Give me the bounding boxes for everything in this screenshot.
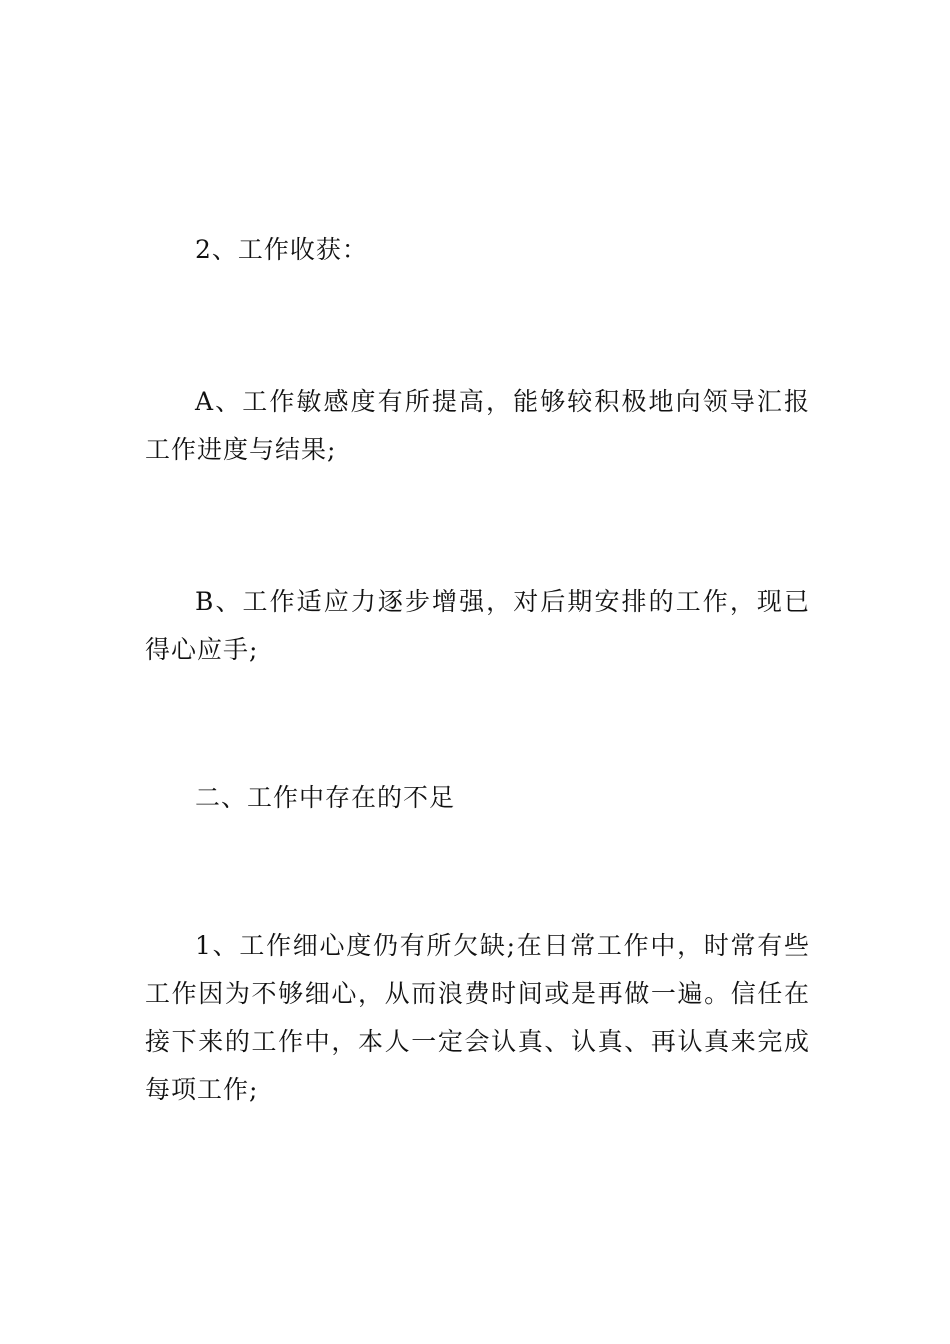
paragraph-item-1: 1、工作细心度仍有所欠缺;在日常工作中，时常有些工作因为不够细心，从而浪费时间或是再做一遍。信任在接下来的工作中，本人一定会认真、认真、再认真来完成每项工作; — [145, 931, 810, 1104]
section-heading-shortcomings: 二、工作中存在的不足 — [195, 783, 456, 812]
section-heading-work-gains: 2、工作收获： — [195, 235, 368, 264]
paragraph-item-b: B、工作适应力逐步增强，对后期安排的工作，现已得心应手; — [145, 587, 810, 664]
paragraph-item-a: A、工作敏感度有所提高，能够较积极地向领导汇报工作进度与结果; — [145, 387, 810, 464]
